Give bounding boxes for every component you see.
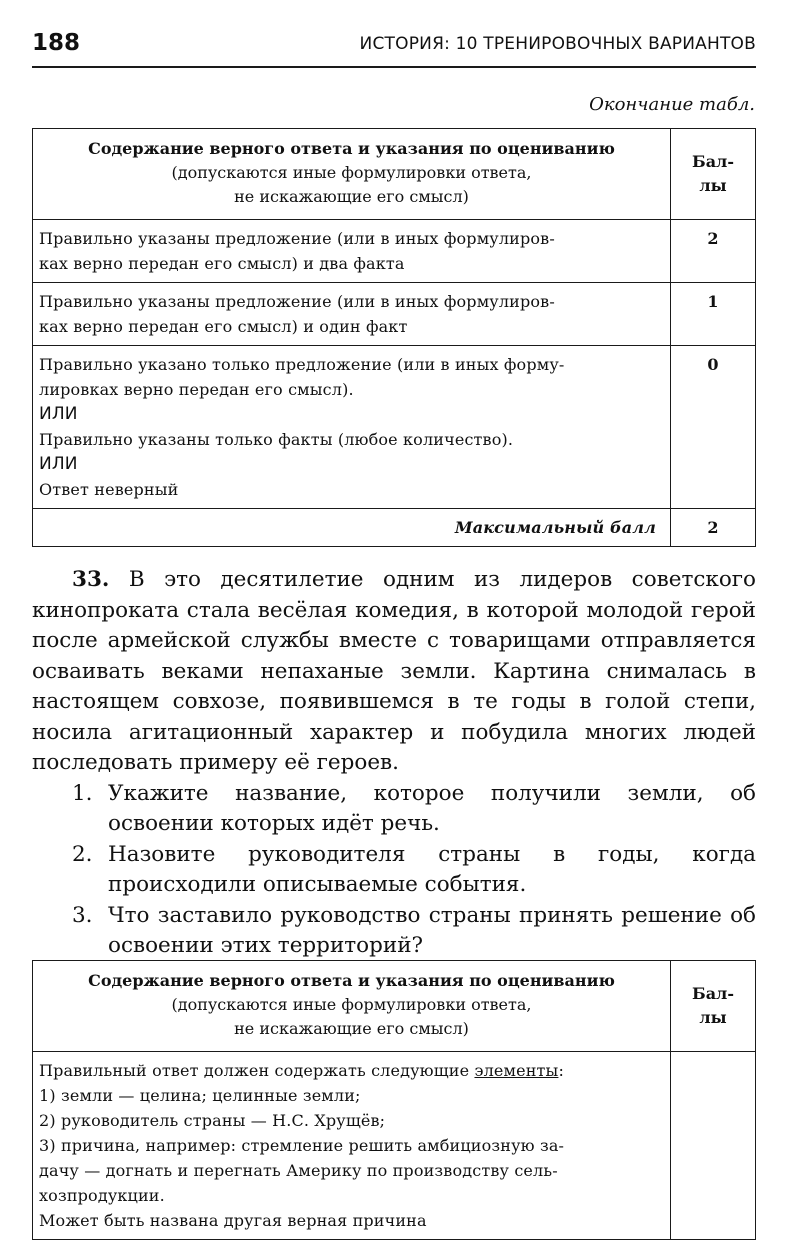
score-cell: 0 bbox=[671, 346, 756, 509]
question-number: 1. bbox=[72, 780, 93, 806]
criterion-text: ках верно передан его смысл) и два факта bbox=[39, 254, 405, 273]
answer-elements-cell bbox=[33, 1052, 671, 1240]
max-score-label: Максимальный балл bbox=[33, 509, 671, 547]
question-item bbox=[32, 901, 756, 962]
question-text: Что заставило руководство страны принять решение об освоении этих территорий? bbox=[108, 902, 756, 958]
table-row bbox=[33, 346, 756, 509]
points-header-text: Бал- bbox=[692, 984, 734, 1003]
scoring-table-32 bbox=[32, 128, 756, 547]
answer-intro-colon: : bbox=[558, 1061, 564, 1080]
max-score-row bbox=[33, 509, 756, 547]
continuation-note: Окончание табл. bbox=[589, 94, 755, 115]
criteria-header-note: не искажающие его смысл) bbox=[234, 187, 469, 206]
answer-closing-note: Может быть названа другая верная причина bbox=[39, 1211, 427, 1230]
table-row bbox=[33, 220, 756, 283]
score-cell: 2 bbox=[671, 220, 756, 283]
table-header-row bbox=[33, 129, 756, 220]
task-intro bbox=[32, 565, 756, 779]
criteria-header-note: (допускаются иные формулировки ответа, bbox=[171, 995, 532, 1014]
max-score-value: 2 bbox=[671, 509, 756, 547]
or-separator: ИЛИ bbox=[39, 404, 78, 424]
answer-element: дачу — догнать и перегнать Америку по производству сель- bbox=[39, 1161, 558, 1180]
table-row bbox=[33, 1052, 756, 1240]
answer-intro-emphasis: элементы bbox=[474, 1061, 559, 1080]
question-text: Укажите название, которое получили земли, об освоении которых идёт речь. bbox=[108, 780, 756, 836]
answer-element: 2) руководитель страны — Н.С. Хрущёв; bbox=[39, 1111, 386, 1130]
answer-element: 3) причина, например: стремление решить амбициозную за- bbox=[39, 1136, 565, 1155]
or-separator: ИЛИ bbox=[39, 454, 78, 474]
question-number: 2. bbox=[72, 841, 93, 867]
question-text: Назовите руководителя страны в годы, когда происходили описываемые события. bbox=[108, 841, 756, 897]
criterion-text: Правильно указаны предложение (или в иных формулиров- bbox=[39, 229, 555, 248]
criterion-text: Правильно указано только предложение (или в иных форму- bbox=[39, 355, 565, 374]
criteria-header bbox=[33, 129, 671, 220]
table-header-row bbox=[33, 961, 756, 1052]
score-cell: 1 bbox=[671, 283, 756, 346]
criterion-text: лировках верно передан его смысл). bbox=[39, 380, 354, 399]
points-header-text: лы bbox=[699, 1008, 727, 1027]
points-header-text: Бал- bbox=[692, 152, 734, 171]
answer-element: 1) земли — целина; целинные земли; bbox=[39, 1086, 361, 1105]
criterion-cell bbox=[33, 220, 671, 283]
task-number: 33. bbox=[72, 567, 110, 592]
task-text: В это десятилетие одним из лидеров советского кинопроката стала весёлая комедия, в которой молодой герой после армейской службы вместе с товарищами отправляется осваивать веками непаханые земли. Картина снималась в настоящем совхозе, появившемся в те годы в голой степи, носила агитационный характер и побудила многих людей последовать примеру её героев. bbox=[32, 567, 756, 775]
criteria-header-note: (допускаются иные формулировки ответа, bbox=[171, 163, 532, 182]
criterion-cell bbox=[33, 346, 671, 509]
answer-intro-text: Правильный ответ должен содержать следующие bbox=[39, 1061, 475, 1080]
criteria-header bbox=[33, 961, 671, 1052]
criteria-header-title: Содержание верного ответа и указания по оцениванию bbox=[88, 971, 615, 990]
question-number: 3. bbox=[72, 902, 93, 928]
criterion-text: Правильно указаны предложение (или в иных формулиров- bbox=[39, 292, 555, 311]
running-title: ИСТОРИЯ: 10 ТРЕНИРОВОЧНЫХ ВАРИАНТОВ bbox=[359, 34, 756, 54]
points-header bbox=[671, 961, 756, 1052]
answer-intro bbox=[39, 1058, 664, 1083]
table-row bbox=[33, 283, 756, 346]
answer-element: хозпродукции. bbox=[39, 1186, 165, 1205]
criterion-text: ках верно передан его смысл) и один факт bbox=[39, 317, 408, 336]
page-number: 188 bbox=[32, 30, 81, 56]
criteria-header-note: не искажающие его смысл) bbox=[234, 1019, 469, 1038]
criterion-text: Правильно указаны только факты (любое количество). bbox=[39, 430, 514, 449]
points-header-text: лы bbox=[699, 176, 727, 195]
criteria-header-title: Содержание верного ответа и указания по оцениванию bbox=[88, 139, 615, 158]
criterion-text: Ответ неверный bbox=[39, 480, 179, 499]
question-item bbox=[32, 779, 756, 840]
question-list bbox=[32, 779, 756, 962]
score-cell-empty bbox=[671, 1052, 756, 1240]
criterion-cell bbox=[33, 283, 671, 346]
task-33 bbox=[32, 565, 756, 962]
question-item bbox=[32, 840, 756, 901]
points-header bbox=[671, 129, 756, 220]
scoring-table-33 bbox=[32, 960, 756, 1240]
running-header bbox=[32, 26, 756, 68]
